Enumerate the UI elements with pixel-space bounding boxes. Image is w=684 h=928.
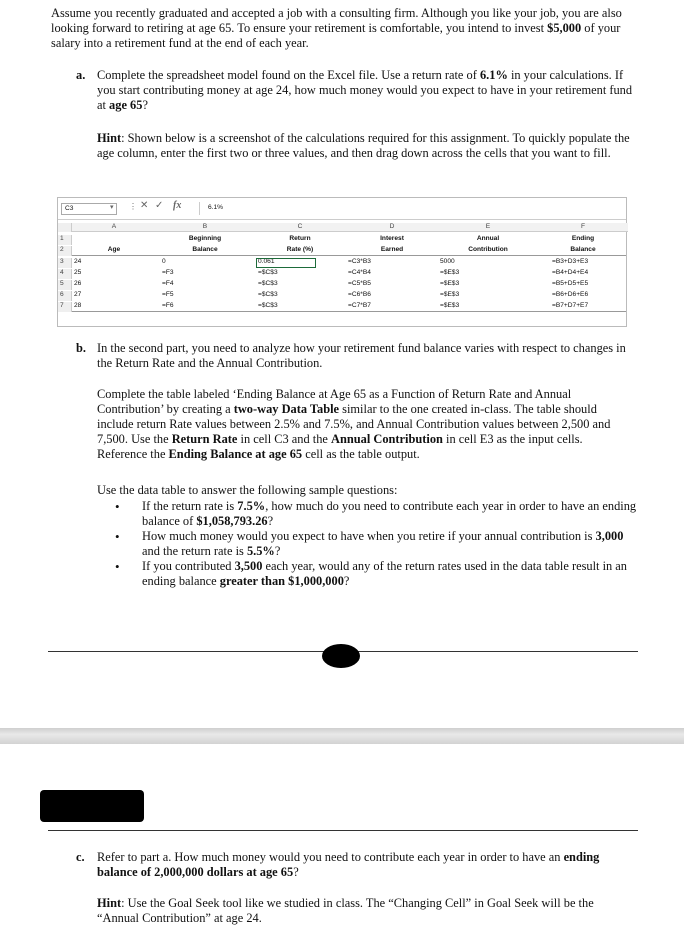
cell-annual-contribution[interactable]: =$E$3 bbox=[440, 291, 460, 298]
b-annual-contribution: Annual Contribution bbox=[331, 432, 443, 446]
part-a-label: a. bbox=[76, 68, 86, 82]
cell-age[interactable]: 26 bbox=[74, 280, 82, 287]
select-all-corner[interactable] bbox=[58, 223, 72, 232]
row-header[interactable]: 4 bbox=[58, 269, 72, 279]
b-p4: in cell E3 as the input cells. Reference the bbox=[97, 432, 583, 461]
cell-ending-balance[interactable]: =B7+D7+E7 bbox=[552, 302, 589, 309]
intro-text-end: of your salary into a retirement fund at the end of each year. bbox=[51, 21, 621, 50]
part-a-t1: Complete the spreadsheet model found on the Excel file. Use a return rate of bbox=[97, 68, 480, 82]
column-header-row bbox=[58, 223, 626, 232]
b-p5: cell as the table output. bbox=[302, 447, 420, 461]
hint-label: Hint bbox=[97, 896, 122, 910]
header-annual[interactable]: Annual bbox=[476, 235, 500, 242]
q1-a: If the return rate is bbox=[142, 499, 238, 513]
q3-a: If you contributed bbox=[142, 559, 235, 573]
q1-c: , how much do you need to contribute each year in order to have an ending balance of bbox=[142, 499, 637, 528]
part-a bbox=[76, 68, 636, 113]
part-c bbox=[76, 850, 636, 880]
cancel-icon[interactable]: ✕ bbox=[140, 200, 149, 211]
q2-e: ? bbox=[274, 544, 281, 558]
row-header[interactable]: 6 bbox=[58, 291, 72, 301]
intro-text: Assume you recently graduated and accepted a job with a consulting firm. Although you like your job, you are also looking forward to retiring at age 65. To ensure your retirement is comfortable, you intend to invest bbox=[51, 6, 622, 35]
list-item bbox=[115, 499, 637, 529]
q2-a: How much money would you expect to have when you retire if your annual contribution is bbox=[142, 529, 596, 543]
function-icon[interactable]: fx bbox=[173, 200, 182, 211]
q3-c: each year, would any of the return rates used in the data table result in an ending balance bbox=[142, 559, 627, 588]
data-row bbox=[58, 302, 626, 312]
header-interest[interactable]: Interest bbox=[380, 235, 404, 242]
column-header-f[interactable]: F bbox=[538, 223, 628, 232]
cell-return-rate[interactable]: =$C$3 bbox=[258, 280, 278, 287]
data-row bbox=[58, 269, 626, 279]
cell-return-rate[interactable]: =$C$3 bbox=[258, 302, 278, 309]
hint-label: Hint bbox=[97, 131, 122, 145]
header-return[interactable]: Return bbox=[289, 235, 311, 242]
q3-e: ? bbox=[343, 574, 350, 588]
divider bbox=[48, 830, 638, 831]
q3-threshold: greater than $1,000,000 bbox=[219, 574, 344, 588]
header-earned[interactable]: Earned bbox=[380, 246, 404, 253]
spreadsheet-screenshot bbox=[57, 197, 627, 327]
part-a-t3: ? bbox=[142, 98, 148, 112]
q1-rate: 7.5% bbox=[237, 499, 266, 513]
question-list bbox=[97, 499, 637, 589]
row-header[interactable]: 5 bbox=[58, 280, 72, 290]
cell-ending-balance[interactable]: =B5+D5+E5 bbox=[552, 280, 589, 287]
part-a-hint bbox=[97, 131, 637, 161]
data-row bbox=[58, 280, 626, 290]
column-header-a[interactable]: A bbox=[72, 223, 156, 232]
sample-questions bbox=[97, 483, 637, 589]
cell-interest-earned[interactable]: =C3*B3 bbox=[348, 258, 371, 265]
cell-interest-earned[interactable]: =C6*B6 bbox=[348, 291, 371, 298]
column-header-c[interactable]: C bbox=[254, 223, 346, 232]
part-b bbox=[76, 341, 636, 371]
formula-input[interactable]: 6.1% bbox=[199, 202, 623, 215]
cell-age[interactable]: 25 bbox=[74, 269, 82, 276]
sheet-row-2 bbox=[58, 246, 626, 256]
cell-annual-contribution[interactable]: =$E$3 bbox=[440, 280, 460, 287]
row-header[interactable]: 3 bbox=[58, 258, 72, 268]
sheet-row-1 bbox=[58, 235, 626, 245]
dropdown-icon[interactable]: ▾ bbox=[110, 204, 114, 211]
cell-interest-earned[interactable]: =C5*B5 bbox=[348, 280, 371, 287]
row-header[interactable]: 1 bbox=[58, 235, 72, 245]
return-rate-value: 6.1% bbox=[479, 68, 508, 82]
q2-contribution: 3,000 bbox=[595, 529, 624, 543]
part-b-instructions bbox=[97, 387, 630, 462]
header-beginning[interactable]: Beginning bbox=[188, 235, 222, 242]
cell-annual-contribution[interactable]: =$E$3 bbox=[440, 269, 460, 276]
c-t1: Refer to part a. How much money would you need to contribute each year in order to have an bbox=[97, 850, 564, 864]
sample-questions-intro: Use the data table to answer the following sample questions: bbox=[97, 483, 398, 497]
enter-icon[interactable]: ✓ bbox=[155, 200, 164, 211]
header-ending-balance[interactable]: Balance bbox=[570, 246, 596, 253]
b-ending-balance: Ending Balance at age 65 bbox=[168, 447, 303, 461]
cell-age[interactable]: 28 bbox=[74, 302, 82, 309]
part-b-text: In the second part, you need to analyze how your retirement fund balance varies with respect to changes in the Return Rate and the Annual Contribution. bbox=[97, 341, 626, 370]
cell-return-rate[interactable]: =$C$3 bbox=[258, 269, 278, 276]
data-row bbox=[58, 291, 626, 301]
formula-bar bbox=[58, 198, 626, 220]
hint-text: : Use the Goal Seek tool like we studied in class. The “Changing Cell” in Goal Seek will be the “Annual Contribution” at age 24. bbox=[97, 896, 594, 925]
header-contribution[interactable]: Contribution bbox=[468, 246, 508, 253]
header-rate[interactable]: Rate (%) bbox=[286, 246, 314, 253]
header-ending[interactable]: Ending bbox=[571, 235, 595, 242]
part-a-text bbox=[97, 68, 636, 113]
cell-beginning-balance[interactable]: 0 bbox=[162, 258, 166, 265]
row-header[interactable]: 7 bbox=[58, 302, 72, 312]
header-balance[interactable]: Balance bbox=[192, 246, 218, 253]
b-return-rate: Return Rate bbox=[171, 432, 238, 446]
column-header-b[interactable]: B bbox=[156, 223, 254, 232]
intro-paragraph bbox=[51, 6, 651, 51]
c-target: ending balance of 2,000,000 dollars at age 65 bbox=[97, 850, 600, 879]
b-p1: Complete the table labeled ‘Ending Balance at Age 65 as a Function of Return Rate and Annual Contribution’ by creating a bbox=[97, 387, 572, 416]
q2-rate: 5.5% bbox=[246, 544, 275, 558]
c-t2: ? bbox=[293, 865, 299, 879]
cell-age[interactable]: 24 bbox=[74, 258, 82, 265]
q1-balance: $1,058,793.26 bbox=[196, 514, 268, 528]
page-gap bbox=[0, 728, 684, 744]
name-box[interactable]: C3 bbox=[61, 203, 117, 215]
q3-contribution: 3,500 bbox=[234, 559, 263, 573]
ink-blot bbox=[322, 644, 360, 668]
cell-beginning-balance[interactable]: =F4 bbox=[162, 280, 174, 287]
more-icon: ⋮ bbox=[129, 202, 137, 211]
investment-amount: $5,000 bbox=[547, 21, 582, 35]
cell-return-rate[interactable]: =$C$3 bbox=[258, 291, 278, 298]
cell-ending-balance[interactable]: =B6+D6+E6 bbox=[552, 291, 589, 298]
list-item bbox=[115, 559, 637, 589]
b-p3: in cell C3 and the bbox=[237, 432, 332, 446]
b-p2: similar to the one created in-class. The table should include return Rate values between 2.5% and 7.5%, and Annual Contribution values between 2,500 and 7,500. Use the bbox=[97, 402, 611, 446]
q2-c: and the return rate is bbox=[142, 544, 247, 558]
cell-age[interactable]: 27 bbox=[74, 291, 82, 298]
part-c-text bbox=[97, 850, 636, 880]
cell-interest-earned[interactable]: =C7*B7 bbox=[348, 302, 371, 309]
list-item bbox=[115, 529, 637, 559]
q1-e: ? bbox=[267, 514, 274, 528]
cell-ending-balance[interactable]: =B4+D4+E4 bbox=[552, 269, 589, 276]
cell-beginning-balance[interactable]: =F3 bbox=[162, 269, 174, 276]
part-c-label: c. bbox=[76, 850, 85, 864]
cell-ending-balance[interactable]: =B3+D3+E3 bbox=[552, 258, 589, 265]
cell-annual-contribution[interactable]: 5000 bbox=[440, 258, 455, 265]
redaction-box bbox=[40, 790, 144, 822]
column-header-d[interactable]: D bbox=[346, 223, 438, 232]
cell-beginning-balance[interactable]: =F5 bbox=[162, 291, 174, 298]
hint-text: : Shown below is a screenshot of the calculations required for this assignment. To quickly populate the age column, enter the first two or three values, and then drag down across the cells that you want to fill. bbox=[97, 131, 630, 160]
cell-return-rate-selected[interactable]: 0.061 bbox=[256, 258, 316, 268]
b-data-table: two-way Data Table bbox=[233, 402, 340, 416]
part-c-hint bbox=[97, 896, 637, 926]
part-b-label: b. bbox=[76, 341, 86, 355]
cell-beginning-balance[interactable]: =F6 bbox=[162, 302, 174, 309]
cell-interest-earned[interactable]: =C4*B4 bbox=[348, 269, 371, 276]
header-age[interactable]: Age bbox=[107, 246, 121, 253]
cell-annual-contribution[interactable]: =$E$3 bbox=[440, 302, 460, 309]
row-header[interactable]: 2 bbox=[58, 246, 72, 256]
data-row bbox=[58, 258, 626, 268]
part-a-t2: in your calculations. If you start contributing money at age 24, how much money would you expect to have in your retirement fund at bbox=[97, 68, 633, 112]
column-header-e[interactable]: E bbox=[438, 223, 538, 232]
retire-age: age 65 bbox=[109, 98, 143, 112]
